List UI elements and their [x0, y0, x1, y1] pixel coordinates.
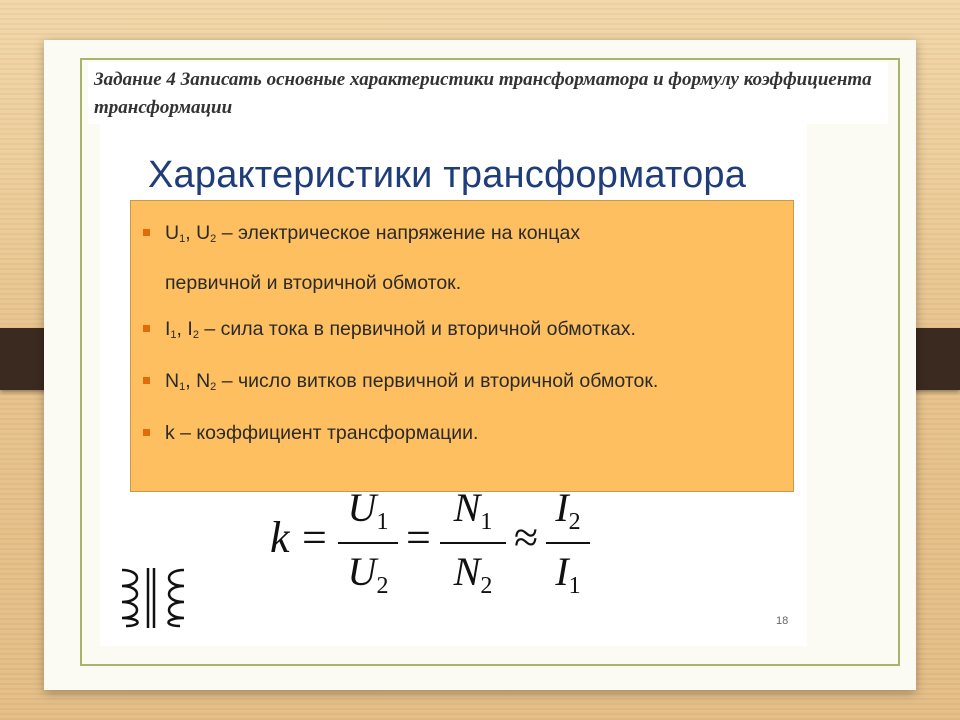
- list-item: $N_1$, $N_2$ – число витков первичной и вторичной обмоток.: [145, 365, 658, 403]
- formula-equals: =: [406, 513, 431, 562]
- bullet-icon: [143, 325, 150, 332]
- subscript: 2: [192, 329, 199, 341]
- slide-title: Характеристики трансформатора: [148, 154, 747, 196]
- subscript: 2: [210, 381, 217, 393]
- fraction-bar: [440, 542, 506, 544]
- item-text: – число витков первичной и вторичной обмоток.: [216, 370, 659, 392]
- bullet-icon: [143, 377, 150, 384]
- task-text: Задание 4 Записать основные характеристики трансформатора и формулу коэффициента трансформации: [88, 62, 888, 124]
- item-text: – сила тока в первичной и вторичной обмотках.: [198, 318, 636, 340]
- formula-equals: =: [302, 513, 327, 562]
- fraction-n: $N_1$ $N_2$: [440, 484, 506, 600]
- symbol: I: [165, 318, 171, 340]
- page-number: 18: [776, 615, 789, 627]
- symbol: N: [165, 370, 180, 392]
- formula-k: k: [270, 513, 290, 562]
- fraction-i: $I_2$ $I_1$: [546, 484, 590, 600]
- symbol: I: [187, 318, 193, 340]
- transformer-symbol-icon: [118, 566, 190, 630]
- symbol: U: [196, 222, 211, 244]
- fraction-bar: [338, 542, 398, 544]
- characteristics-box: [130, 200, 794, 492]
- subscript: 1: [179, 381, 186, 393]
- subscript: 2: [210, 233, 217, 245]
- list-item: $U_1$, $U_2$ – электрическое напряжение на концах первичной и вторичной обмоток.: [145, 217, 580, 299]
- fraction-bar: [546, 542, 590, 544]
- bullet-icon: [143, 229, 150, 236]
- item-text-line2: первичной и вторичной обмоток.: [165, 272, 462, 294]
- list-item: [145, 417, 478, 449]
- formula-approx: ≈: [514, 513, 539, 562]
- symbol: N: [196, 370, 211, 392]
- subscript: 1: [170, 329, 177, 341]
- item-text: – электрическое напряжение на концах: [216, 222, 581, 244]
- list-item: $I_1$, $I_2$ – сила тока в первичной и вторичной обмотках.: [145, 313, 636, 351]
- fraction-u: $U_1$ $U_2$: [338, 484, 398, 600]
- symbol: U: [165, 222, 180, 244]
- bullet-icon: [143, 429, 150, 436]
- subscript: 1: [179, 233, 186, 245]
- item-text: k – коэффициент трансформации.: [165, 422, 479, 444]
